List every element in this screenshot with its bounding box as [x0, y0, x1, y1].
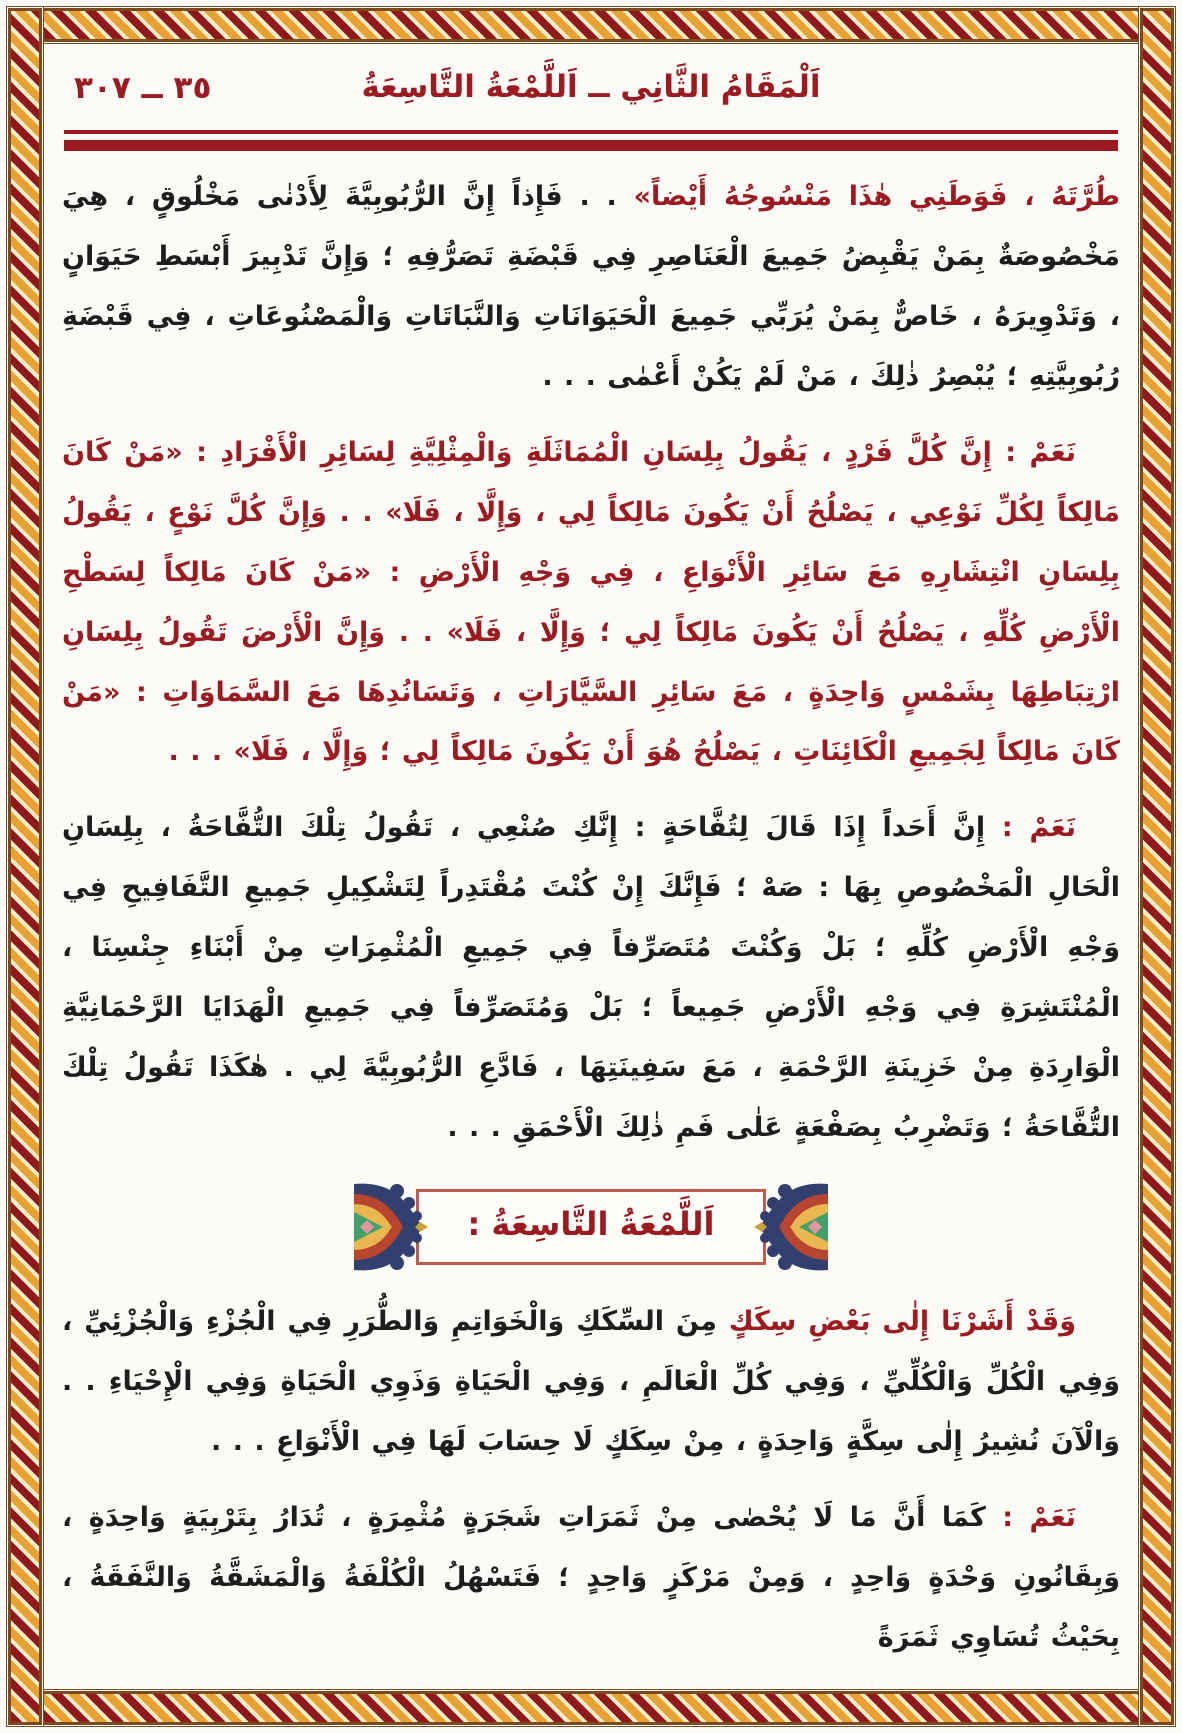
- text-segment: نَعَمْ :: [1002, 1501, 1077, 1533]
- header-rule-thick: [64, 140, 1118, 151]
- page-title: اَلْمَقَامُ الثَّانِي ــ اَللَّمْعَةُ التَّاسِعَةُ: [361, 69, 821, 105]
- arabesque-finial-icon: [754, 1178, 828, 1276]
- decorative-border-left: [8, 8, 42, 1725]
- section-heading: اَللَّمْعَةُ التَّاسِعَةُ :: [467, 1205, 715, 1244]
- text-segment: وَقَدْ أَشَرْنَا إِلٰى بَعْضِ سِكَكٍ: [728, 1306, 1076, 1337]
- text-segment: إِنَّ أَحَداً إِذَا قَالَ لِتُفَّاحَةٍ : إِنَّكِ صُنْعِي ، تَقُولُ تِلْكَ التُّفَّاحَةُ ، بِلِسَانِ الْحَالِ الْمَخْصُوصِ بِهَا : صَهْ ؛ فَإِنَّكَ إِنْ كُنْتَ مُقْتَدِراً لِتَشْكِيلِ جَمِيعِ التَّفَافِيحِ فِي وَجْهِ الْأَرْضِ كُلِّهِ ؛ بَلْ وَكُنْتَ مُتَصَرِّفاً فِي جَمِيعِ الْمُثْمِرَاتِ مِنْ أَبْنَاءِ جِنْسِنَا ، الْمُنْتَشِرَةِ فِي وَجْهِ الْأَرْضِ جَمِيعاً ؛ بَلْ وَمُتَصَرِّفاً فِي جَمِيعِ الْهَدَايَا الرَّحْمَانِيَّةِ الْوَارِدَةِ مِنْ خَزِينَةِ الرَّحْمَةِ ، مَعَ سَفِينَتِهَا ، فَادَّعِ الرُّبُوبِيَّةَ لِي . هٰكَذَا تَقُولُ تِلْكَ التُّفَّاحَةُ ؛ وَتَضْرِبُ بِصَفْعَةٍ عَلٰى فَمِ ذٰلِكَ الْأَحْمَقِ . . .: [62, 812, 1120, 1144]
- page-numbers: ٣٥ ــ ٣٠٧: [74, 70, 212, 106]
- body-paragraphs-bottom: [60, 1292, 1122, 1668]
- header-rule-thin: [64, 130, 1118, 134]
- paragraph: [62, 1488, 1120, 1668]
- text-segment: مِنَ السِّكَكِ وَالْخَوَاتِمِ وَالطُّرَرِ فِي الْجُزْءِ وَالْجُزْئِيِّ ، وَفِي الْكُلِّ وَالْكُلِّيِّ ، وَفِي كُلِّ الْعَالَمِ ، وَفِي الْحَيَاةِ وَذَوِي الْحَيَاةِ وَفِي الْإِحْيَاءِ . . وَالْآنَ نُشِيرُ إِلٰى سِكَّةٍ وَاحِدَةٍ ، مِنْ سِكَكٍ لَا حِسَابَ لَهَا فِي الْأَنْوَاعِ . . .: [62, 1306, 1120, 1457]
- text-segment: نَعَمْ : إِنَّ كُلَّ فَرْدٍ ، يَقُولُ بِلِسَانِ الْمُمَاثَلَةِ وَالْمِثْلِيَّةِ لِسَائِرِ الْأَفْرَادِ : «مَنْ كَانَ مَالِكاً لِكُلِّ نَوْعِي ، يَصْلُحُ أَنْ يَكُونَ مَالِكاً لِي ، وَإِلَّا ، فَلَا» . . وَإِنَّ كُلَّ نَوْعٍ ، يَقُولُ بِلِسَانِ انْتِشَارِهِ مَعَ سَائِرِ الْأَنْوَاعِ ، فِي وَجْهِ الْأَرْضِ : «مَنْ كَانَ مَالِكاً لِسَطْحِ الْأَرْضِ كُلِّهِ ، يَصْلُحُ أَنْ يَكُونَ مَالِكاً لِي ؛ وَإِلَّا ، فَلَا» . . وَإِنَّ الْأَرْضَ تَقُولُ بِلِسَانِ ارْتِبَاطِهَا بِشَمْسٍ وَاحِدَةٍ ، مَعَ سَائِرِ السَّيَّارَاتِ ، وَتَسَانُدِهَا مَعَ السَّمَاوَاتِ : «مَنْ كَانَ مَالِكاً لِجَمِيعِ الْكَائِنَاتِ ، يَصْلُحُ هُوَ أَنْ يَكُونَ مَالِكاً لِي ؛ وَإِلَّا ، فَلَا» . . .: [62, 436, 1120, 768]
- text-segment: نَعَمْ :: [1001, 812, 1077, 844]
- paragraph: [62, 423, 1120, 783]
- section-ornament: [60, 1178, 1122, 1276]
- arabesque-finial-icon: [354, 1178, 428, 1276]
- paragraph: [62, 1292, 1120, 1472]
- body-paragraphs-top: [60, 167, 1122, 1158]
- ornament-box: [416, 1189, 766, 1265]
- decorative-border-right: [1140, 8, 1174, 1725]
- text-segment: . . فَإِذاً إِنَّ الرُّبُوبِيَّةَ لِأَدْنٰى مَخْلُوقٍ ، هِيَ مَخْصُوصَةٌ بِمَنْ يَقْبِضُ جَمِيعَ الْعَنَاصِرِ فِي قَبْضَةِ تَصَرُّفِهِ ؛ وَإِنَّ تَدْبِيرَ أَبْسَطِ حَيَوَانٍ ، وَتَدْوِيرَهُ ، خَاصٌّ بِمَنْ يُرَبِّي جَمِيعَ الْحَيَوَانَاتِ وَالنَّبَاتَاتِ وَالْمَصْنُوعَاتِ ، فِي قَبْضَةِ رُبُوبِيَّتِهِ ؛ يُبْصِرُ ذٰلِكَ ، مَنْ لَمْ يَكُنْ أَعْمٰى . . .: [62, 181, 1120, 392]
- paragraph: [62, 798, 1120, 1158]
- decorative-border-bottom: [8, 1691, 1174, 1725]
- page-header: [60, 64, 1122, 120]
- page-content: [42, 42, 1140, 1691]
- decorative-border-top: [8, 8, 1174, 42]
- text-segment: طُرَّتَهُ ، فَوَطَنِي هٰذَا مَنْسُوجُهُ أَيْضاً»: [633, 181, 1120, 212]
- text-segment: كَمَا أَنَّ مَا لَا يُحْصٰى مِنْ ثَمَرَاتِ شَجَرَةٍ مُثْمِرَةٍ ، تُدَارُ بِتَرْبِيَةٍ وَاحِدَةٍ ، وَبِقَانُونِ وَحْدَةٍ وَاحِدٍ ، وَمِنْ مَرْكَزٍ وَاحِدٍ ؛ فَتَسْهُلُ الْكُلْفَةُ وَالْمَشَقَّةُ وَالنَّفَقَةُ ، بِحَيْثُ تُسَاوِي ثَمَرَةً: [62, 1501, 1120, 1653]
- paragraph: [62, 167, 1120, 407]
